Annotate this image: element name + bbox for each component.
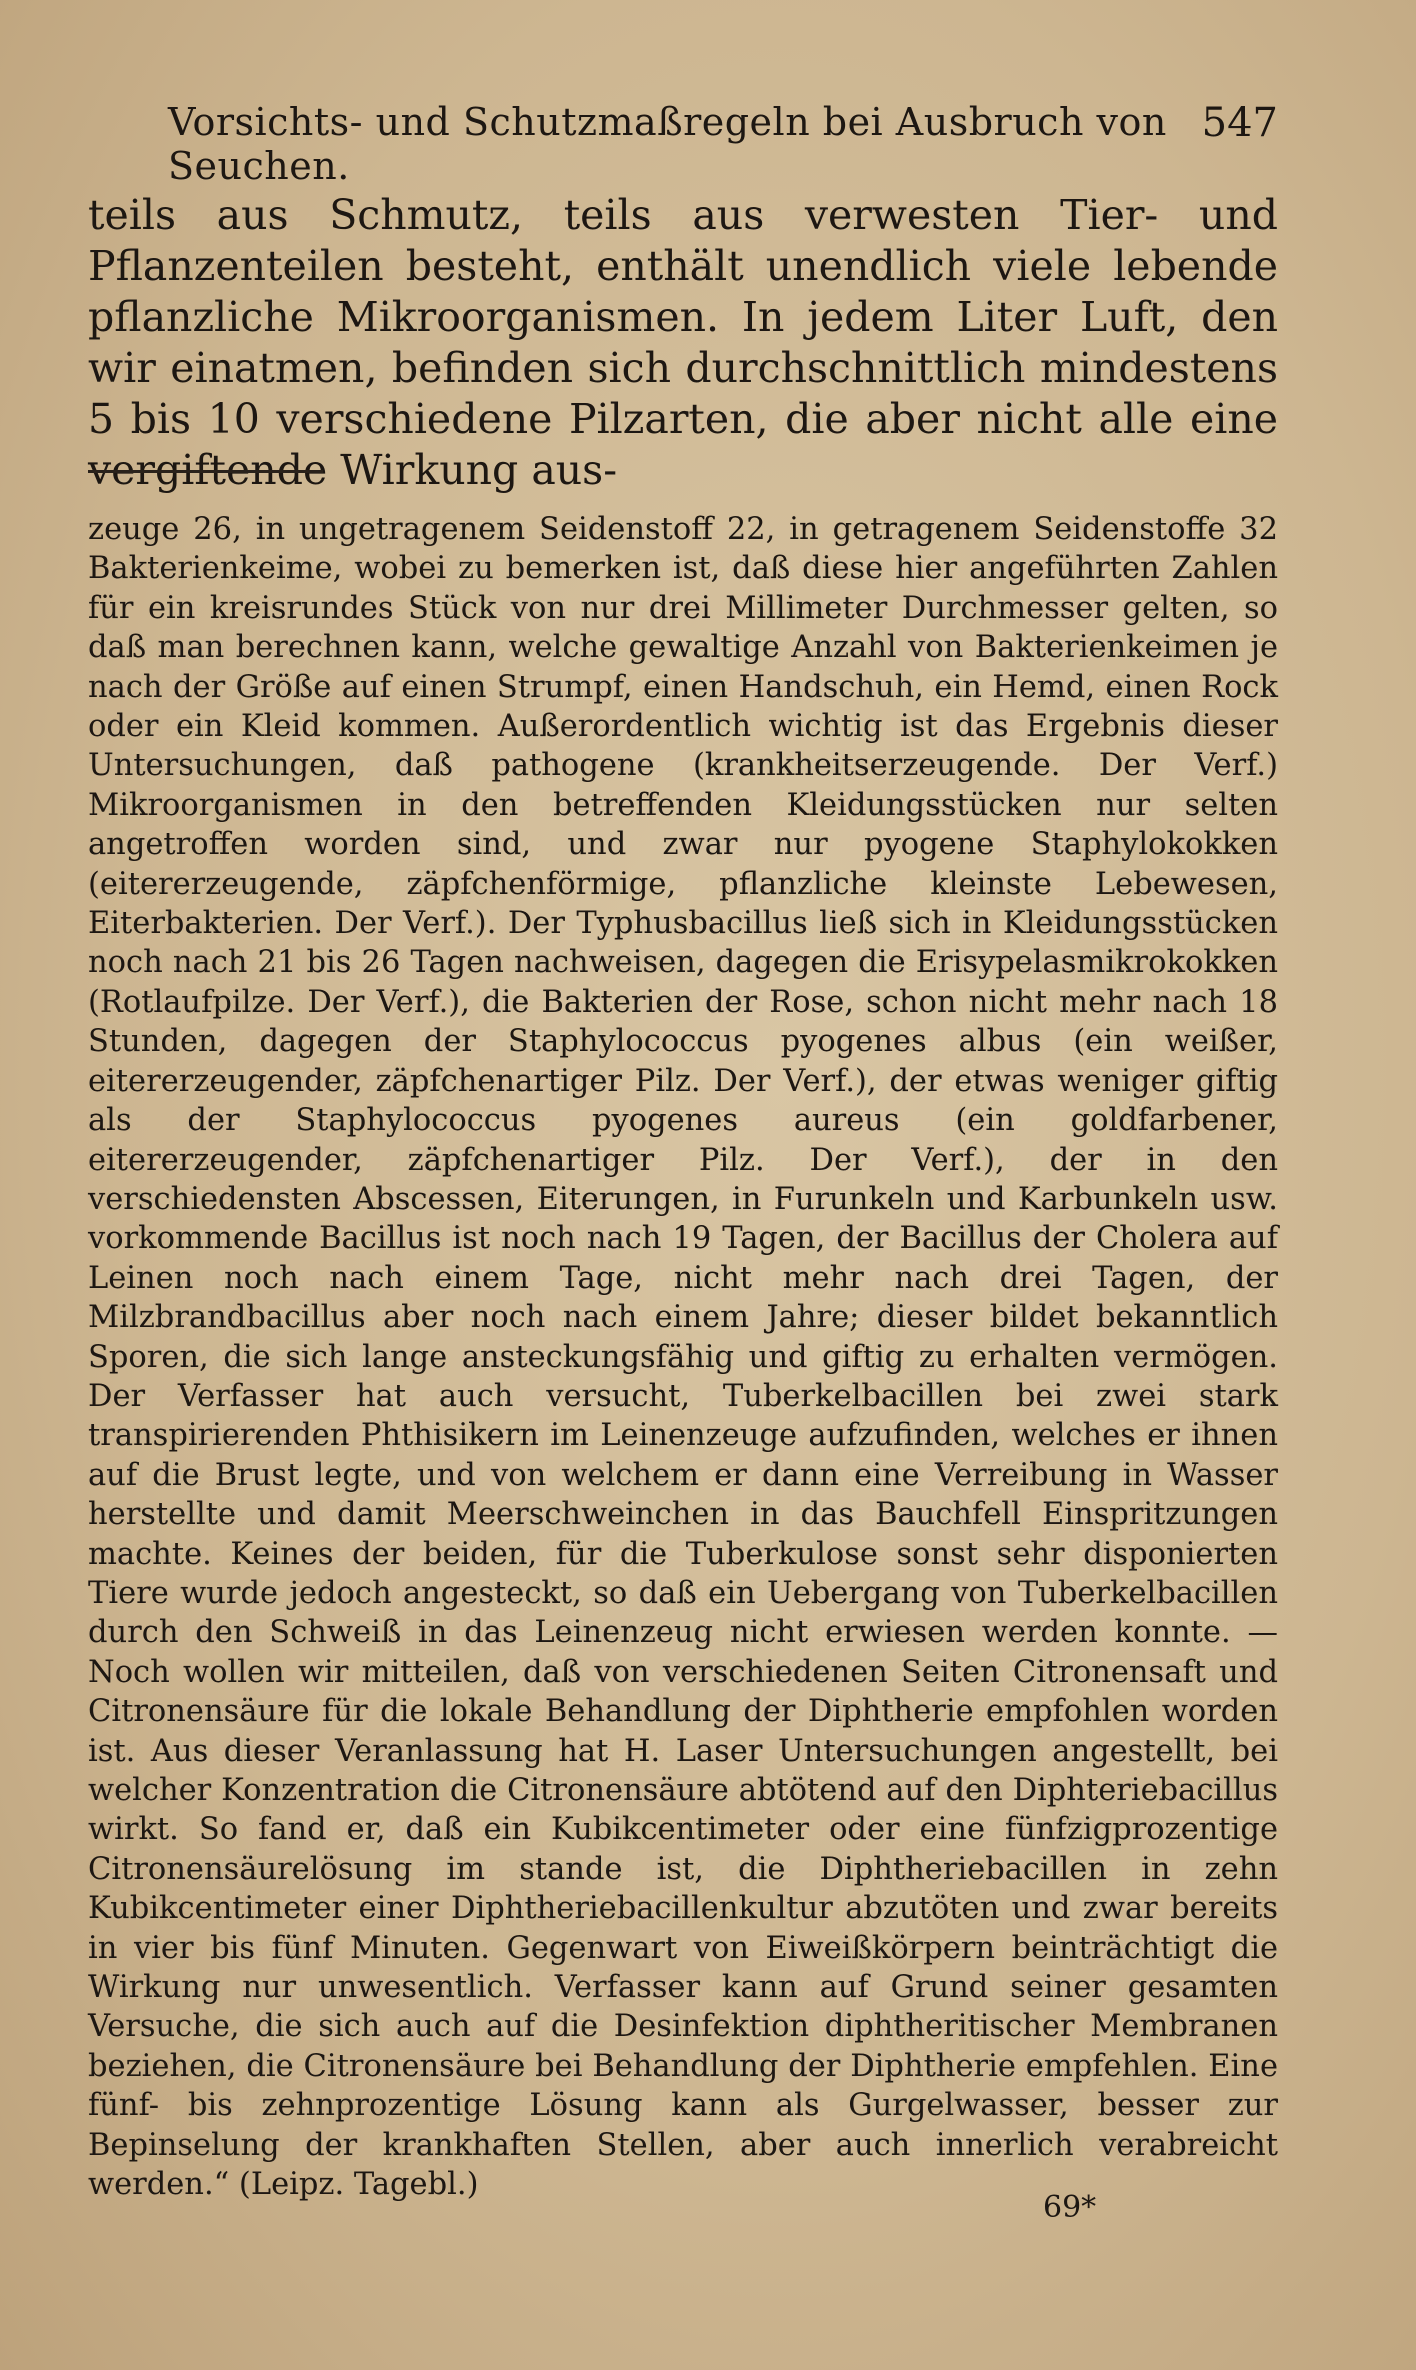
footnote <box>88 510 1278 2204</box>
footnote-paragraph: zeuge 26, in ungetragenem Seidenstoff 22, in getragenem Seidenstoffe 32 Bakterienkeime, wobei zu bemerken ist, daß diese hier angeführten Zahlen für ein kreisrundes Stück von nur drei Millimeter Durchmesser gelten, so daß man berechnen kann, welche gewaltige Anzahl von Bakterienkeimen je nach der Größe auf einen Strumpf, einen Handschuh, ein Hemd, einen Rock oder ein Kleid kommen. Außerordentlich wichtig ist das Ergebnis dieser Untersuchungen, daß pathogene (krankheitserzeugende. Der Verf.) Mikroorganismen in den betreffenden Kleidungsstücken nur selten angetroffen worden sind, und zwar nur pyogene Staphylokokken (eitererzeugende, zäpfchenförmige, pflanzliche kleinste Lebewesen, Eiterbakterien. Der Verf.). Der Typhusbacillus ließ sich in Kleidungsstücken noch nach 21 bis 26 Tagen nachweisen, dagegen die Erisypelasmikrokokken (Rotlaufpilze. Der Verf.), die Bakterien der Rose, schon nicht mehr nach 18 Stunden, dagegen der Staphylococcus pyogenes albus (ein weißer, eitererzeugender, zäpfchenartiger Pilz. Der Verf.), der etwas weniger giftig als der Staphylococcus pyogenes aureus (ein goldfarbener, eitererzeugender, zäpfchenartiger Pilz. Der Verf.), der in den verschiedensten Abscessen, Eiterungen, in Furunkeln und Karbunkeln usw. vorkommende Bacillus ist noch nach 19 Tagen, der Bacillus der Cholera auf Leinen noch nach einem Tage, nicht mehr nach drei Tagen, der Milzbrandbacillus aber noch nach einem Jahre; dieser bildet bekanntlich Sporen, die sich lange ansteckungsfähig und giftig zu erhalten vermögen. Der Verfasser hat auch versucht, Tuberkelbacillen bei zwei stark transpirierenden Phthisikern im Leinenzeuge aufzufinden, welches er ihnen auf die Brust legte, und von welchem er dann eine Verreibung in Wasser herstellte und damit Meerschweinchen in das Bauchfell Einspritzungen machte. Keines der beiden, für die Tuberkulose sonst sehr disponierten Tiere wurde jedoch angesteckt, so daß ein Uebergang von Tuberkelbacillen durch den Schweiß in das Leinenzeug nicht erwiesen werden konnte. — Noch wollen wir mitteilen, daß von verschiedenen Seiten Citronensaft und Citronensäure für die lokale Behandlung der Diphtherie empfohlen worden ist. Aus dieser Veranlassung hat H. Laser Untersuchungen angestellt, bei welcher Konzentration die Citronensäure abtötend auf den Diphteriebacillus wirkt. So fand er, daß ein Kubikcentimeter oder eine fünfzigprozentige Citronensäurelösung im stande ist, die Diphtheriebacillen in zehn Kubikcentimeter einer Diphtheriebacillenkultur abzutöten und zwar bereits in vier bis fünf Minuten. Gegenwart von Eiweißkörpern beinträchtigt die Wirkung nur unwesentlich. Verfasser kann auf Grund seiner gesamten Versuche, die sich auch auf die Desinfektion diphtheritischer Membranen beziehen, die Citronensäure bei Behandlung der Diphtherie empfehlen. Eine fünf- bis zehnprozentige Lösung kann als Gurgelwasser, besser zur Bepinselung der krankhaften Stellen, aber auch innerlich verabreicht werden.“ (Leipz. Tagebl.) <box>88 512 1278 2203</box>
footnote-separator <box>88 470 323 473</box>
body-text <box>88 190 1278 496</box>
running-header <box>88 100 1278 188</box>
body-paragraph: teils aus Schmutz, teils aus verwesten Tier- und Pflanzenteilen besteht, enthält unendlich viele lebende pflanzliche Mikroorganismen. In jedem Liter Luft, den wir einatmen, befinden sich durchschnittlich mindestens 5 bis 10 verschiedene Pilzarten, die aber nicht alle eine vergiftende Wirkung aus- <box>88 191 1278 494</box>
book-page <box>88 80 1278 2310</box>
signature-mark: 69* <box>1043 2190 1097 2225</box>
page-number: 547 <box>1201 100 1278 146</box>
running-title: Vorsichts- und Schutzmaßregeln bei Ausbruch von Seuchen. <box>168 100 1167 188</box>
